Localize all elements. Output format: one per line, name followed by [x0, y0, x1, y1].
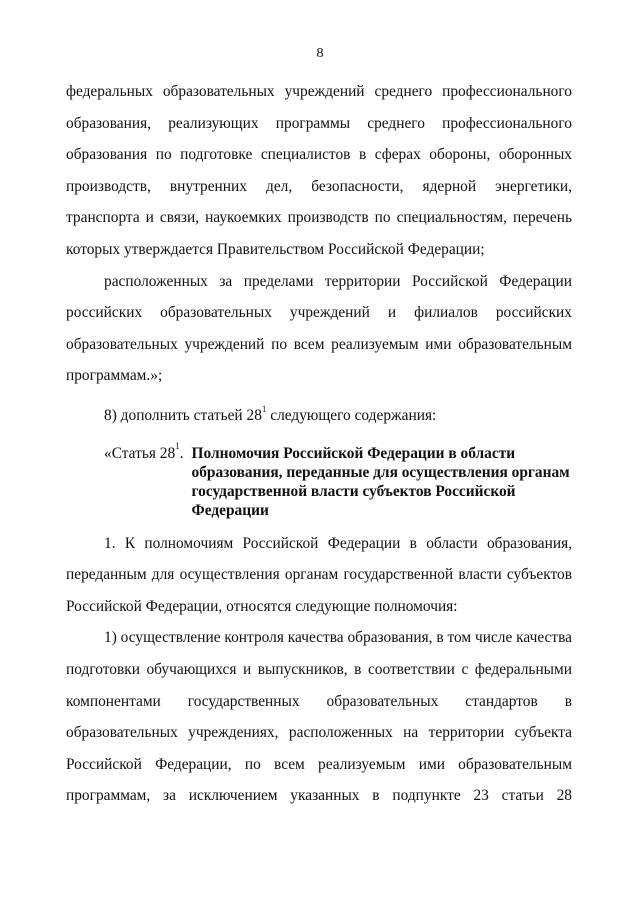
paragraph-subclause-1: 1) осуществление контроля качества образования, в том числе качества подготовки обучающихся и выпускников, в соответствии с федеральными компонентами государственных образовательных стандартов в образовательных учреждениях, расположенных на территории субъекта Российской Федерации, по всем реализуемым ими образовательным программам, за исключением указанных в подпункте 23 статьи 28 [66, 629, 573, 805]
paragraph-2: расположенных за пределами территории Российской Федерации российских образовательных учреждений и филиалов российских образовательных учреждений по всем реализуемым ими образовательным программам.»; [66, 272, 572, 385]
paragraph-article-clause-1: 1. К полномочиям Российской Федерации в области образования, переданным для осуществления органам государственной власти субъектов Российской Федерации, относятся следующие полномочия: [66, 534, 572, 615]
document-body [66, 76, 572, 812]
article-title: Полномочия Российской Федерации в области образования, переданные для осуществления органам государственной власти субъектов Российской Федерации [191, 444, 570, 519]
paragraph-1: федеральных образовательных учреждений среднего профессионального образования, реализующих программы среднего профессионального образования по подготовке специалистов в сферах обороны, оборонных производств, внутренних дел, безопасности, ядерной энергетики, транспорта и связи, наукоемких производств по специальностям, перечень которых утверждается Правительством Российской Федерации; [66, 83, 572, 258]
amendment-8-text-end: следующего содержания: [266, 406, 437, 424]
page-number: 8 [316, 46, 324, 61]
article-number-text: «Статья 28 [104, 444, 176, 462]
article-number [104, 441, 192, 463]
paragraph-amendment-8 [66, 400, 572, 432]
amendment-8-superscript: 1 [261, 403, 267, 414]
article-heading [104, 441, 572, 520]
article-number-superscript: 1 [175, 441, 180, 452]
amendment-8-text: 8) дополнить статьей 28 [104, 406, 262, 424]
article-number-dot: . [179, 444, 184, 462]
